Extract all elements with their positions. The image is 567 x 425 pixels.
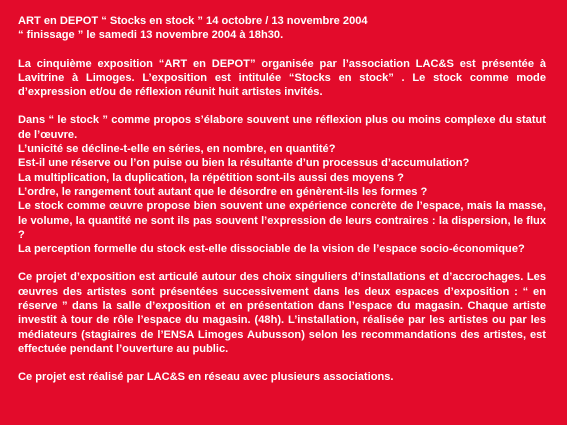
question-line: L’ordre, le rangement tout autant que le désordre en génèrent-ils les formes ? [18,185,428,198]
question-line: L’unicité se décline-t-elle en séries, en nombre, en quantité? [18,143,336,156]
question-line: Dans “ le stock ” comme propos s’élabore souvent une réflexion plus ou moins complexe du statut de l’œuvre. [18,114,546,141]
title-line-1: ART en DEPOT “ Stocks en stock ” 14 octobre / 13 novembre 2004 [18,15,368,27]
project-paragraph: Ce projet d’exposition est articulé autour des choix singuliers d’installations et d’accrochages. Les œuvres des artistes sont présentées successivement dans les deux espaces d’exposition : “ en réserve ” dans la salle d’exposition et en présentation dans l’espace du magasin. Chaque artiste investit à tour de rôle l’espace du magasin. (48h). L’installation, réalisée par les artistes ou par les médiateurs (stagiaires de l’ENSA Limoges Aubusson) selon les recommandations des artistes, est effectuée pendant l’ouverture au public. [18,271,546,355]
question-line: La perception formelle du stock est-elle dissociable de la vision de l’espace socio-économique? [18,243,525,256]
document-body [18,14,546,385]
questions-block [18,113,546,256]
closing-paragraph: Ce projet est réalisé par LAC&S en réseau avec plusieurs associations. [18,371,394,384]
question-line: La multiplication, la duplication, la répétition sont-ils aussi des moyens ? [18,171,404,184]
question-line: Le stock comme œuvre propose bien souvent une expérience concrète de l’espace, mais la masse, le volume, la quantité ne sont ils pas souvent l’expression de leurs contraires : la dispersion, le flux ? [18,200,546,241]
question-line: Est-il une réserve ou l’on puise ou bien la résultante d’un processus d’accumulation? [18,157,470,170]
intro-paragraph: La cinquième exposition “ART en DEPOT” organisée par l’association LAC&S est présentée à Lavitrine à Limoges. L’exposition est intitulée “Stocks en stock” . Le stock comme mode d’expression et/ou de réflexion réunit huit artistes invités. [18,57,546,99]
title-line-2: “ finissage ” le samedi 13 novembre 2004 à 18h30. [18,29,284,42]
